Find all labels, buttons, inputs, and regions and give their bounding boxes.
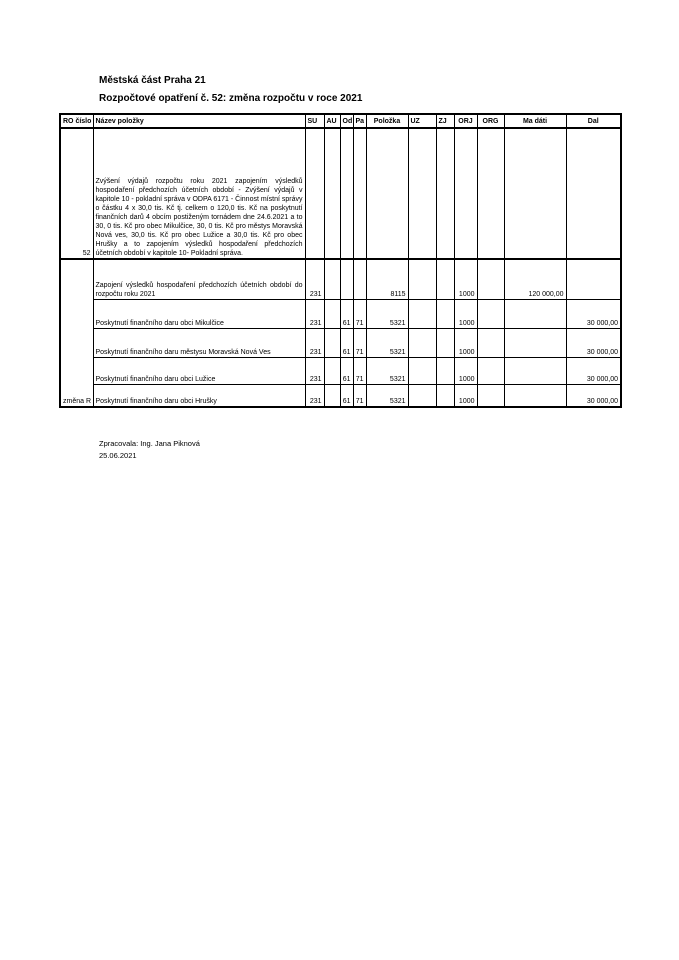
empty-cell (566, 128, 621, 259)
orj-cell: 1000 (454, 259, 477, 299)
empty-cell (504, 128, 566, 259)
table-row (60, 384, 621, 407)
su-cell: 231 (305, 357, 324, 384)
pa-cell: 71 (353, 299, 366, 328)
empty-cell (436, 384, 454, 407)
column-header-su: SU (305, 114, 324, 128)
orj-cell: 1000 (454, 357, 477, 384)
column-header-org: ORG (477, 114, 504, 128)
description-cell: Zvýšení výdajů rozpočtu roku 2021 zapojením výsledků hospodaření předchozích účetních období - Zvýšení výdajů v kapitole 10 - pokladní správa v ODPA 6171 - Činnost místní správy o částku 4 x 30,0 tis. Kč tj. celkem o 120,0 tis. Kč na poskytnutí finančních darů 4 obcím postiženým tornádem dne 24.6.2021 a to 30, 0 tis. Kč pro obec Mikulčice, 30, 0 tis. Kč pro městys Moravská Nová ves, 30,0 tis. Kč pro obec Lužice a 30,0 tis. Kč pro obec Hrušky a to zapojením výsledků hospodaření předchozích účetních období v kapitole 10- Pokladní správa. (93, 128, 305, 259)
polozka-cell: 5321 (366, 299, 408, 328)
od-cell: 61 (340, 328, 353, 357)
orj-cell: 1000 (454, 384, 477, 407)
empty-cell (408, 128, 436, 259)
column-header-od: Od (340, 114, 353, 128)
table-row (60, 328, 621, 357)
orj-cell: 1000 (454, 328, 477, 357)
table-row (60, 357, 621, 384)
empty-cell (324, 259, 340, 299)
empty-cell (436, 357, 454, 384)
document-footer (99, 438, 200, 462)
column-header-dal: Dal (566, 114, 621, 128)
column-header-ma-dati: Ma dáti (504, 114, 566, 128)
od-cell: 61 (340, 384, 353, 407)
doc-subtitle: Rozpočtové opatření č. 52: změna rozpočtu v roce 2021 (99, 93, 363, 104)
empty-cell (504, 357, 566, 384)
polozka-cell: 8115 (366, 259, 408, 299)
polozka-cell: 5321 (366, 328, 408, 357)
item-name-cell: Poskytnutí finančního daru městysu Moravská Nová Ves (93, 328, 305, 357)
od-cell: 61 (340, 357, 353, 384)
empty-cell (408, 299, 436, 328)
empty-cell (477, 328, 504, 357)
empty-cell (366, 128, 408, 259)
empty-cell (477, 357, 504, 384)
pa-cell: 71 (353, 384, 366, 407)
empty-cell (477, 299, 504, 328)
polozka-cell: 5321 (366, 384, 408, 407)
empty-cell (566, 259, 621, 299)
item-name-cell: Poskytnutí finančního daru obci Mikulčice (93, 299, 305, 328)
su-cell: 231 (305, 328, 324, 357)
empty-cell (340, 128, 353, 259)
empty-cell (305, 128, 324, 259)
empty-cell (324, 384, 340, 407)
empty-cell (408, 328, 436, 357)
table-row (60, 128, 621, 259)
ma-dati-cell: 120 000,00 (504, 259, 566, 299)
header-row (60, 114, 621, 128)
pa-cell: 71 (353, 328, 366, 357)
su-cell: 231 (305, 259, 324, 299)
column-header-orj: ORJ (454, 114, 477, 128)
empty-cell (477, 259, 504, 299)
empty-cell (408, 259, 436, 299)
budget-table (59, 113, 622, 408)
od-cell: 61 (340, 299, 353, 328)
column-header-ro-cislo: RO číslo (60, 114, 93, 128)
su-cell: 231 (305, 384, 324, 407)
empty-cell (408, 357, 436, 384)
empty-cell (436, 128, 454, 259)
table-row (60, 259, 621, 299)
empty-cell (504, 384, 566, 407)
polozka-cell: 5321 (366, 357, 408, 384)
empty-cell (454, 128, 477, 259)
column-header-nazev-polozky: Název položky (93, 114, 305, 128)
empty-cell (353, 128, 366, 259)
item-name-cell: Poskytnutí finančního daru obci Lužice (93, 357, 305, 384)
empty-cell (436, 328, 454, 357)
empty-cell (324, 357, 340, 384)
prepared-by: Zpracovala: Ing. Jana Piknová (99, 439, 200, 448)
document-header (99, 72, 362, 108)
empty-cell (477, 128, 504, 259)
table-row (60, 299, 621, 328)
empty-cell (324, 128, 340, 259)
orj-cell: 1000 (454, 299, 477, 328)
empty-cell (504, 299, 566, 328)
empty-cell (408, 384, 436, 407)
item-name-cell: Poskytnutí finančního daru obci Hrušky (93, 384, 305, 407)
empty-cell (324, 299, 340, 328)
column-header-polozka: Položka (366, 114, 408, 128)
ro-change-cell: změna R (60, 259, 93, 407)
dal-cell: 30 000,00 (566, 357, 621, 384)
empty-cell (436, 259, 454, 299)
empty-cell (340, 259, 353, 299)
ro-number-cell: 52 (60, 128, 93, 259)
pa-cell: 71 (353, 357, 366, 384)
empty-cell (436, 299, 454, 328)
item-name-cell: Zapojení výsledků hospodaření předchozích účetních období do rozpočtu roku 2021 (93, 259, 305, 299)
column-header-uz: UZ (408, 114, 436, 128)
dal-cell: 30 000,00 (566, 299, 621, 328)
doc-title: Městská část Praha 21 (99, 75, 206, 86)
dal-cell: 30 000,00 (566, 384, 621, 407)
prepared-date: 25.06.2021 (99, 451, 137, 460)
column-header-pa: Pa (353, 114, 366, 128)
column-header-au: AU (324, 114, 340, 128)
dal-cell: 30 000,00 (566, 328, 621, 357)
su-cell: 231 (305, 299, 324, 328)
empty-cell (477, 384, 504, 407)
empty-cell (504, 328, 566, 357)
empty-cell (353, 259, 366, 299)
column-header-zj: ZJ (436, 114, 454, 128)
empty-cell (324, 328, 340, 357)
